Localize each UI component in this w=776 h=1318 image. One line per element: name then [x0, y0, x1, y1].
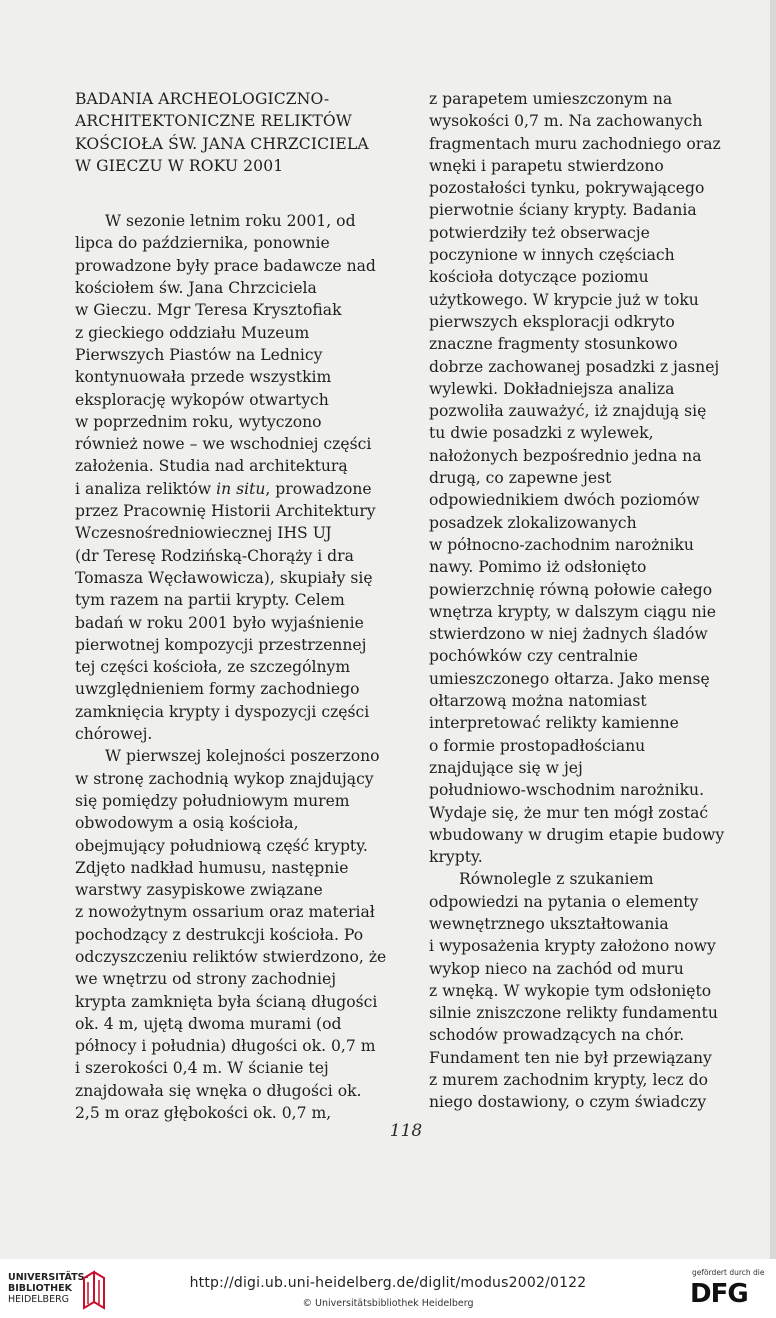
text-line: wylewki. Dokładniejsza analiza [429, 379, 675, 398]
text-line: W sezonie letnim roku 2001, od [105, 212, 356, 231]
text-line: fragmentach muru zachodniego oraz [429, 134, 721, 153]
text-line: z nowożytnym ossarium oraz materiał [75, 903, 375, 922]
text-line: badań w roku 2001 było wyjaśnienie [75, 613, 364, 632]
text-line: tym razem na partii krypty. Celem [75, 591, 345, 610]
text-line: z wnęką. W wykopie tym odsłonięto [429, 981, 712, 1000]
text-line: kontynuowała przede wszystkim [75, 368, 332, 387]
source-url-link[interactable]: http://digi.ub.uni-heidelberg.de/diglit/modus2002/0122 [189, 1275, 587, 1291]
text-line: stwierdzono w niej żadnych śladów [429, 625, 708, 644]
library-name-line: UNIVERSITÄTS- [8, 1272, 89, 1283]
text-line: Wydaje się, że mur ten mógł zostać [429, 803, 709, 822]
text-line: Zdjęto nadkład humusu, następnie [75, 858, 349, 877]
text-line: umieszczonego ołtarza. Jako mensę [429, 669, 710, 688]
text-line: (dr Teresę Rodzińską-Chorąży i dra [75, 546, 354, 565]
text-line: i wyposażenia krypty założono nowy [429, 937, 716, 956]
text-line: kościoła dotyczące poziomu [429, 268, 649, 287]
text-line: południowo-wschodnim narożniku. [429, 781, 705, 800]
text-line: posadzek zlokalizowanych [429, 513, 637, 532]
text-line: odpowiednikiem dwóch poziomów [429, 491, 700, 510]
text-line: znaczne fragmenty stosunkowo [429, 335, 678, 354]
text-line: odpowiedzi na pytania o elementy [429, 892, 699, 911]
text-line: drugą, co zapewne jest [429, 469, 612, 488]
text-line: północy i południa) długości ok. 0,7 m [75, 1037, 376, 1056]
text-line: z murem zachodnim krypty, lecz do [429, 1071, 708, 1090]
text-line: pierwotnej kompozycji przestrzennej [75, 635, 367, 654]
text-line: uwzględnieniem formy zachodniego [75, 680, 360, 699]
text-line: tu dwie posadzki z wylewek, [429, 424, 654, 443]
text-line: kościołem św. Jana Chrzciciela [75, 279, 317, 298]
text-line: wnętrza krypty, w dalszym ciągu nie [429, 602, 717, 621]
text-line: nawy. Pomimo iż odsłonięto [429, 558, 647, 577]
right-column [429, 88, 724, 1114]
text-line: przez Pracownię Historii Architektury [75, 502, 376, 521]
text-line: założenia. Studia nad architekturą [75, 457, 348, 476]
text-line: powierzchnię równą połowie całego [429, 580, 713, 599]
text-line: we wnętrzu od strony zachodniej [75, 970, 337, 989]
text-line: Równolegle z szukaniem [459, 870, 654, 889]
text-line: krypta zamknięta była ścianą długości [75, 992, 378, 1011]
text-line: wnęki i parapetu stwierdzono [429, 156, 664, 175]
title-line: W GIECZU W ROKU 2001 [75, 156, 284, 175]
text-line: poczynione w innych częściach [429, 246, 675, 265]
title-line: KOŚCIOŁA ŚW. JANA CHRZCICIELA [75, 134, 369, 153]
library-name-line: HEIDELBERG [8, 1294, 70, 1305]
text-line: znajdowała się wnęka o długości ok. [75, 1081, 362, 1100]
text-line: Pierwszych Piastów na Lednicy [75, 345, 323, 364]
title-line: ARCHITEKTONICZNE RELIKTÓW [75, 112, 352, 131]
text-line: nałożonych bezpośrednio jedna na [429, 446, 702, 465]
text-line: ok. 4 m, ujętą dwoma murami (od [75, 1014, 342, 1033]
copyright-text: © Universitätsbibliothek Heidelberg [302, 1298, 474, 1309]
text-line: W pierwszej kolejności poszerzono [105, 747, 380, 766]
text-line: odczyszczeniu reliktów stwierdzono, że [75, 947, 387, 966]
text-line: w północno-zachodnim narożniku [429, 535, 694, 554]
text-line: z gieckiego oddziału Muzeum [75, 323, 310, 342]
text-line: w stronę zachodnią wykop znajdujący [75, 769, 374, 788]
text-line: w poprzednim roku, wytyczono [75, 412, 322, 431]
text-line: eksplorację wykopów otwartych [75, 390, 329, 409]
text-line: tej części kościoła, ze szczególnym [75, 658, 351, 677]
text-line: potwierdziły też obserwacje [429, 223, 650, 242]
text-line: pozostałości tynku, pokrywającego [429, 179, 705, 198]
text-line: zamknięcia krypty i dyspozycji części [75, 702, 370, 721]
text-line: pochodzący z destrukcji kościoła. Po [75, 925, 364, 944]
page-number: 118 [389, 1121, 423, 1141]
text-line: chórowej. [75, 725, 153, 744]
text-line: użytkowego. W krypcie już w toku [429, 290, 699, 309]
library-name-line: BIBLIOTHEK [8, 1283, 72, 1294]
text-line: pierwszych eksploracji odkryto [429, 312, 675, 331]
text-line: się pomiędzy południowym murem [75, 791, 350, 810]
text-line: krypty. [429, 848, 483, 867]
text-line: i szerokości 0,4 m. W ścianie tej [75, 1059, 329, 1078]
text-line: wewnętrznego ukształtowania [429, 914, 669, 933]
text-line: z parapetem umieszczonym na [429, 90, 673, 108]
text-line: warstwy zasypiskowe związane [75, 881, 323, 900]
text-line: Fundament ten nie był przewiązany [429, 1048, 712, 1067]
text-line: wysokości 0,7 m. Na zachowanych [429, 112, 703, 131]
text-line: niego dostawiony, o czym świadczy [429, 1093, 707, 1112]
text-line: pochówków czy centralnie [429, 647, 639, 666]
text-line: obejmujący południową część krypty. [75, 836, 368, 855]
text-line: znajdujące się w jej [429, 758, 583, 777]
text-line: schodów prowadzących na chór. [429, 1026, 685, 1045]
text-line: dobrze zachowanej posadzki z jasnej [429, 357, 720, 376]
left-column [75, 88, 386, 1124]
dfg-logo[interactable]: DFG [690, 1279, 748, 1309]
text-line: ołtarzową można natomiast [429, 692, 647, 711]
text-line: o formie prostopadłościanu [429, 736, 646, 755]
text-line: 2,5 m oraz głębokości ok. 0,7 m, [75, 1104, 332, 1123]
text-line: pierwotnie ściany krypty. Badania [429, 201, 697, 220]
title-line: BADANIA ARCHEOLOGICZNO- [75, 90, 330, 108]
text-line: interpretować relikty kamienne [429, 714, 679, 733]
text-line: wykop nieco na zachód od muru [429, 959, 684, 978]
funded-by-text: gefördert durch die [692, 1268, 765, 1277]
text-line: również nowe – we wschodniej części [75, 435, 372, 454]
text-line: silnie zniszczone relikty fundamentu [429, 1004, 718, 1023]
text-line: Wczesnośredniowiecznej IHS UJ [75, 524, 332, 543]
text-line: pozwoliła zauważyć, iż znajdują się [429, 402, 707, 421]
text-line: prowadzone były prace badawcze nad [75, 256, 376, 275]
text-line: lipca do października, ponownie [75, 234, 330, 253]
text-line: Tomasza Węcławowicza), skupiały się [75, 568, 373, 587]
text-line: i analiza reliktów in situ, prowadzone [75, 479, 372, 498]
text-line: w Gieczu. Mgr Teresa Krysztofiak [75, 301, 342, 320]
text-line: obwodowym a osią kościoła, [75, 814, 299, 833]
text-line: wbudowany w drugim etapie budowy [429, 825, 725, 844]
